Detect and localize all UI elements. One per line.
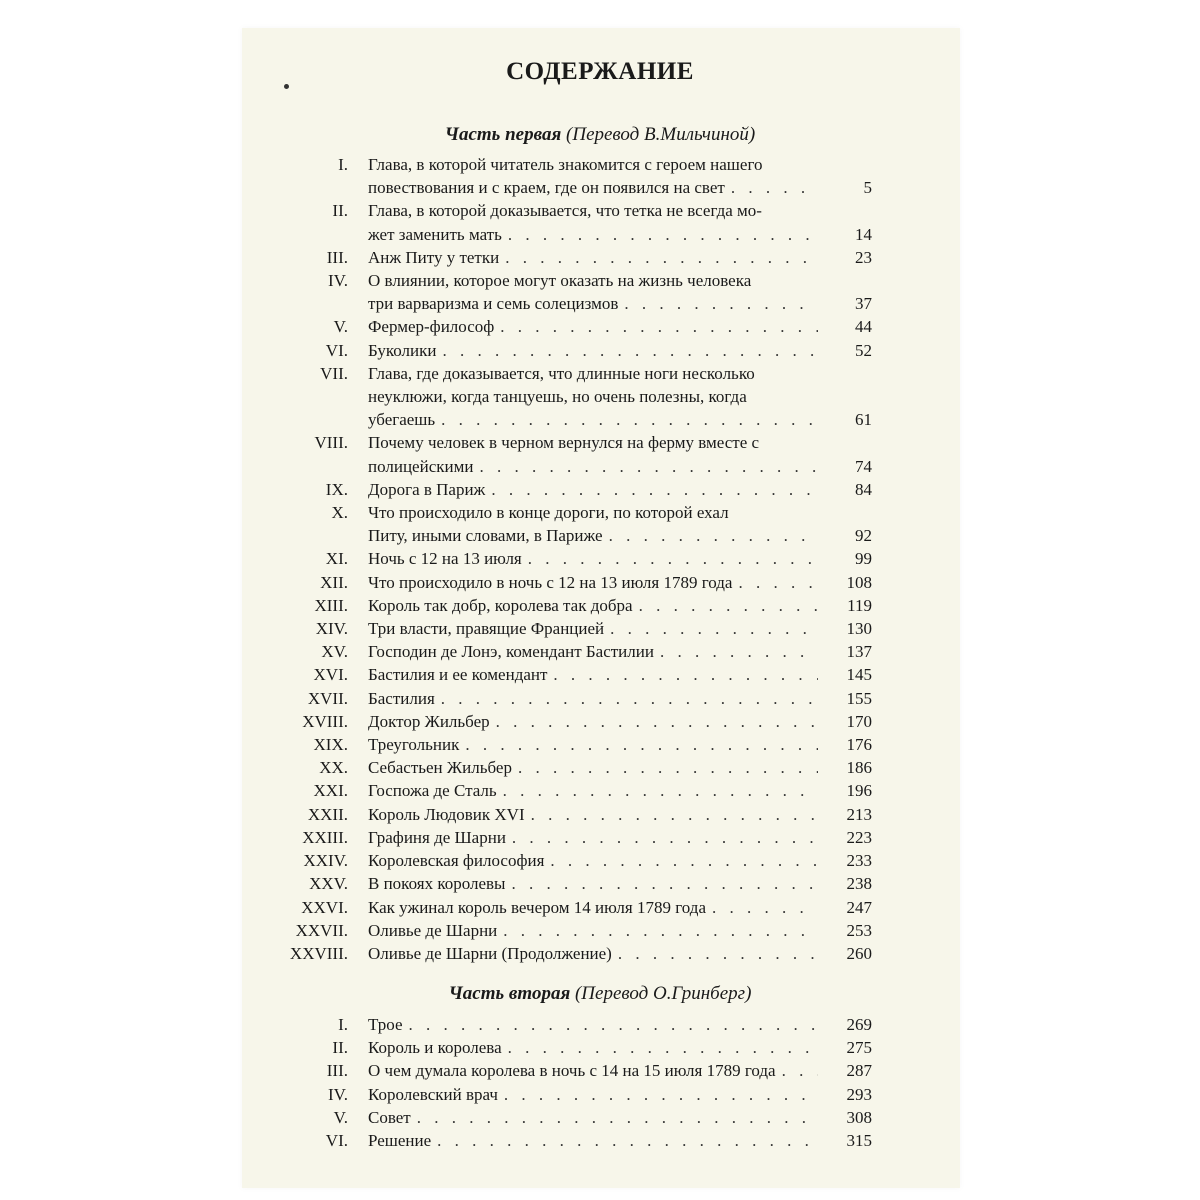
page-number: 186 (846, 758, 872, 778)
toc-entry (280, 849, 880, 872)
chapter-number: III. (326, 247, 348, 267)
toc-entry (280, 269, 880, 315)
toc-entry (280, 640, 880, 663)
leader-dots (441, 687, 818, 710)
chapter-title (368, 942, 818, 965)
chapter-number: XXIV. (303, 851, 348, 871)
page-number: 108 (846, 572, 872, 592)
chapter-number: XVII. (307, 688, 348, 708)
toc-entry (280, 339, 880, 362)
page-number: 14 (855, 224, 872, 244)
leader-dots (618, 942, 818, 965)
page-number: 293 (846, 1084, 872, 1104)
chapter-title-line: жет заменить мать (368, 224, 502, 244)
chapter-title-line: Почему человек в черном вернулся на ферму вместе с (368, 433, 760, 453)
chapter-title-line: Король Людовик XVI (368, 804, 525, 824)
chapter-title (368, 1106, 818, 1129)
toc-entry (280, 733, 880, 756)
toc-entry (280, 594, 880, 617)
chapter-number: XXIII. (302, 827, 348, 847)
toc-entry (280, 756, 880, 779)
page-number: 170 (846, 711, 872, 731)
chapter-number: XIX. (313, 735, 348, 755)
leader-dots (409, 1013, 819, 1036)
chapter-title-line: Совет (368, 1107, 411, 1127)
chapter-number: XV. (321, 642, 348, 662)
page-number: 238 (846, 874, 872, 894)
chapter-number: I. (338, 155, 348, 174)
toc-part-two (280, 1013, 880, 1152)
chapter-title-line: Доктор Жильбер (368, 711, 490, 731)
leader-dots (505, 246, 818, 269)
page-number: 287 (846, 1061, 872, 1081)
chapter-number: VII. (320, 363, 348, 383)
chapter-title (368, 478, 818, 501)
chapter-title (368, 431, 818, 477)
leader-dots (491, 478, 818, 501)
chapter-title-line: Дорога в Париж (368, 479, 486, 499)
leader-dots (508, 1036, 818, 1059)
chapter-number: I. (338, 1015, 348, 1034)
chapter-number: IV. (328, 1084, 348, 1104)
chapter-number: V. (333, 317, 348, 337)
page-number: 44 (855, 317, 872, 337)
toc-entry (280, 872, 880, 895)
chapter-title (368, 1083, 818, 1106)
leader-dots (609, 524, 818, 547)
toc-entry (280, 246, 880, 269)
page-number: 52 (855, 340, 872, 360)
leader-dots (531, 803, 818, 826)
chapter-number: VIII. (314, 433, 348, 453)
toc-entry (280, 1129, 880, 1152)
toc-entry (280, 1106, 880, 1129)
chapter-number: XIII. (314, 595, 348, 615)
chapter-number: XII. (320, 572, 348, 592)
page-number: 119 (847, 595, 872, 615)
leader-dots (624, 292, 818, 315)
chapter-number: II. (332, 201, 348, 221)
toc-entry (280, 547, 880, 570)
chapter-title (368, 896, 818, 919)
chapter-title-line: Как ужинал король вечером 14 июля 1789 года (368, 897, 706, 917)
chapter-number: XXII. (307, 804, 348, 824)
chapter-number: XXV. (309, 874, 348, 894)
page-number: 155 (846, 688, 872, 708)
page-number: 130 (846, 619, 872, 639)
chapter-title-line: Что происходило в ночь с 12 на 13 июля 1789 года (368, 572, 733, 592)
leader-dots (738, 571, 818, 594)
chapter-title-line: Ночь с 12 на 13 июля (368, 549, 522, 569)
chapter-number: XXVI. (301, 897, 348, 917)
page-number: 74 (855, 456, 872, 476)
chapter-title (368, 872, 818, 895)
chapter-title (368, 849, 818, 872)
chapter-title-line: Бастилия и ее комендант (368, 665, 548, 685)
leader-dots (660, 640, 818, 663)
chapter-title-line: Что происходило в конце дороги, по которой ехал (368, 503, 729, 523)
chapter-title (368, 756, 818, 779)
page-number: 23 (855, 247, 872, 267)
chapter-number: XIV. (315, 619, 348, 639)
chapter-title-line: Господин де Лонэ, комендант Бастилии (368, 642, 654, 662)
leader-dots (511, 872, 818, 895)
page-number: 37 (855, 294, 872, 314)
chapter-title-line: Трое (368, 1015, 403, 1034)
toc-part-one (280, 153, 880, 965)
chapter-title-line: Решение (368, 1131, 432, 1151)
chapter-number: II. (332, 1038, 348, 1058)
chapter-title-line: Оливье де Шарни (Продолжение) (368, 943, 612, 963)
page-number: 315 (846, 1131, 872, 1151)
page-number: 308 (846, 1107, 872, 1127)
leader-dots (553, 663, 818, 686)
chapter-title (368, 919, 818, 942)
part-one-heading (0, 124, 1200, 146)
toc-entry (280, 826, 880, 849)
part-one-translator: (Перевод В.Мильчиной) (561, 124, 756, 145)
page-number: 61 (855, 410, 872, 430)
chapter-title (368, 710, 818, 733)
chapter-number: XXVIII. (289, 943, 348, 963)
toc-entry (280, 687, 880, 710)
toc-entry (280, 919, 880, 942)
leader-dots (512, 826, 818, 849)
chapter-title (368, 1013, 818, 1036)
chapter-title-line: Госпожа де Сталь (368, 781, 497, 801)
toc-entry (280, 803, 880, 826)
part-two-translator: (Перевод О.Гринберг) (570, 983, 752, 1004)
leader-dots (441, 408, 818, 431)
chapter-title-line: Бастилия (368, 688, 435, 708)
chapter-title (368, 199, 818, 245)
leader-dots (528, 547, 818, 570)
chapter-number: XI. (325, 549, 348, 569)
toc-entry (280, 1013, 880, 1036)
toc-entry (280, 1083, 880, 1106)
chapter-title-line: неуклюжи, когда танцуешь, но очень полезны, когда (368, 387, 747, 407)
chapter-title-line: убегаешь (368, 410, 436, 430)
chapter-title-line: Буколики (368, 340, 437, 360)
leader-dots (503, 779, 818, 802)
chapter-title (368, 617, 818, 640)
chapter-title (368, 663, 818, 686)
leader-dots (442, 339, 818, 362)
toc-entry (280, 779, 880, 802)
chapter-title-line: Глава, в которой читатель знакомится с героем нашего (368, 155, 763, 174)
part-two-label: Часть вторая (448, 983, 571, 1004)
toc-entry (280, 663, 880, 686)
chapter-title-line: Фермер-философ (368, 317, 495, 337)
chapter-title-line: Королевский врач (368, 1084, 498, 1104)
page-number: 5 (863, 178, 872, 198)
chapter-title (368, 733, 818, 756)
page-number: 213 (846, 804, 872, 824)
chapter-title-line: полицейскими (368, 456, 474, 476)
chapter-title (368, 571, 818, 594)
toc-entry (280, 478, 880, 501)
toc-entry (280, 1036, 880, 1059)
chapter-number: X. (331, 503, 348, 523)
toc-entry (280, 501, 880, 547)
chapter-title-line: Себастьен Жильбер (368, 758, 512, 778)
toc-entry (280, 942, 880, 965)
chapter-title (368, 547, 818, 570)
toc-entry (280, 617, 880, 640)
leader-dots (417, 1106, 818, 1129)
chapter-number: IX. (325, 479, 348, 499)
page-number: 176 (846, 735, 872, 755)
chapter-title (368, 339, 818, 362)
chapter-title-line: О влиянии, которое могут оказать на жизнь человека (368, 271, 752, 291)
leader-dots (731, 176, 818, 199)
chapter-number: XVI. (313, 665, 348, 685)
chapter-title (368, 362, 818, 432)
leader-dots (503, 919, 818, 942)
chapter-title-line: Анж Питу у тетки (368, 247, 500, 267)
chapter-title (368, 269, 818, 315)
leader-dots (712, 896, 818, 919)
toc-entry (280, 315, 880, 338)
chapter-title (368, 594, 818, 617)
page-number: 247 (846, 897, 872, 917)
chapter-title (368, 153, 818, 199)
page-number: 275 (846, 1038, 872, 1058)
chapter-title (368, 640, 818, 663)
toc-entry (280, 1059, 880, 1082)
leader-dots (496, 710, 818, 733)
chapter-title (368, 803, 818, 826)
leader-dots (518, 756, 818, 779)
chapter-title-line: Королевская философия (368, 851, 545, 871)
chapter-number: V. (333, 1107, 348, 1127)
page-number: 233 (846, 851, 872, 871)
chapter-title (368, 826, 818, 849)
page-number: 84 (855, 479, 872, 499)
leader-dots (437, 1129, 818, 1152)
chapter-number: XXI. (313, 781, 348, 801)
chapter-title (368, 246, 818, 269)
chapter-title (368, 1129, 818, 1152)
page-number: 137 (846, 642, 872, 662)
leader-dots (504, 1083, 818, 1106)
chapter-title-line: Глава, в которой доказывается, что тетка не всегда мо- (368, 201, 762, 221)
page-number: 260 (846, 943, 872, 963)
chapter-title (368, 1036, 818, 1059)
chapter-title-line: Три власти, правящие Францией (368, 619, 605, 639)
toc-entry (280, 153, 880, 199)
chapter-title-line: О чем думала королева в ночь с 14 на 15 июля 1789 года (368, 1061, 776, 1081)
chapter-number: IV. (328, 271, 348, 291)
page-number: 269 (846, 1015, 872, 1034)
chapter-title-line: Треугольник (368, 735, 460, 755)
toc-entry (280, 571, 880, 594)
chapter-number: XXVII. (295, 920, 348, 940)
toc-entry (280, 199, 880, 245)
leader-dots (479, 455, 818, 478)
chapter-number: XVIII. (302, 711, 348, 731)
page-number: 223 (846, 827, 872, 847)
page-number: 253 (846, 920, 872, 940)
chapter-title (368, 687, 818, 710)
leader-dots (639, 594, 818, 617)
part-two-heading (0, 983, 1200, 1005)
toc-entry (280, 431, 880, 477)
chapter-title-line: три варваризма и семь солецизмов (368, 294, 619, 314)
page-number: 99 (855, 549, 872, 569)
leader-dots (550, 849, 818, 872)
chapter-number: III. (326, 1061, 348, 1081)
leader-dots (610, 617, 818, 640)
toc-entry (280, 896, 880, 919)
chapter-title (368, 1059, 818, 1082)
chapter-title (368, 501, 818, 547)
chapter-title-line: Питу, иными словами, в Париже (368, 526, 603, 546)
chapter-title-line: Король и королева (368, 1038, 502, 1058)
leader-dots (500, 315, 818, 338)
chapter-title-line: Король так добр, королева так добра (368, 595, 633, 615)
page-number: 196 (846, 781, 872, 801)
part-one-label: Часть первая (444, 124, 562, 145)
page-number: 145 (846, 665, 872, 685)
leader-dots (465, 733, 818, 756)
chapter-number: XX. (319, 758, 348, 778)
toc-entry (280, 710, 880, 733)
chapter-title (368, 315, 818, 338)
chapter-title (368, 779, 818, 802)
leader-dots (508, 223, 818, 246)
page-number: 92 (855, 526, 872, 546)
chapter-title-line: Оливье де Шарни (368, 920, 498, 940)
chapter-title-line: Глава, где доказывается, что длинные ноги несколько (368, 363, 755, 383)
chapter-title-line: В покоях королевы (368, 874, 506, 894)
chapter-number: VI. (325, 1131, 348, 1151)
chapter-title-line: Графиня де Шарни (368, 827, 506, 847)
page-title: СОДЕРЖАНИЕ (506, 58, 694, 85)
toc-entry (280, 362, 880, 432)
chapter-number: VI. (325, 340, 348, 360)
chapter-title-line: повествования и с краем, где он появился на свет (368, 178, 725, 198)
